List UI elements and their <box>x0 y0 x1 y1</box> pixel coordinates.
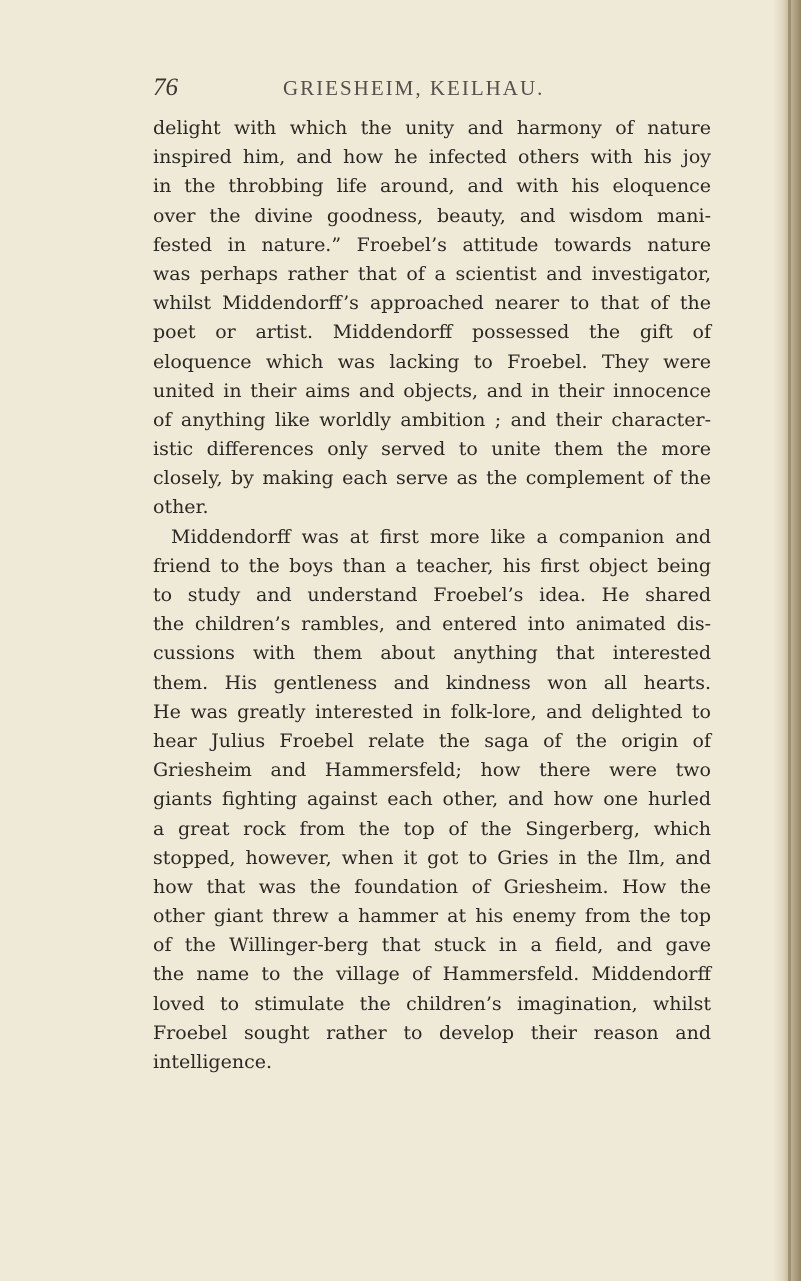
text-line: other. <box>153 496 209 519</box>
text-line: giants fighting against each other, and how one hurled <box>153 788 711 811</box>
text-line: Froebel sought rather to develop their reason and <box>153 1021 711 1044</box>
text-line: eloquence which was lacking to Froebel. They were <box>153 350 711 373</box>
text-line: intelligence. <box>153 1051 272 1073</box>
text-line: stopped, however, when it got to Gries in the Ilm, and <box>153 846 711 869</box>
text-line: delight with which the unity and harmony of nature <box>153 117 711 139</box>
text-line: istic differences only served to unite them the more <box>153 438 711 461</box>
text-line: whilst Middendorff’s approached nearer to that of the <box>153 292 711 315</box>
running-title: GRIESHEIM, KEILHAU. <box>283 76 545 100</box>
page-header <box>153 74 753 110</box>
text-line: poet or artist. Middendorff possessed the gift of <box>153 321 711 344</box>
page-edge-shadow <box>773 0 801 1281</box>
page-number: 76 <box>153 74 178 101</box>
text-line: over the divine goodness, beauty, and wisdom mani- <box>153 204 711 227</box>
text-line: other giant threw a hammer at his enemy from the top <box>153 905 711 928</box>
text-line: hear Julius Froebel relate the saga of the origin of <box>153 729 711 752</box>
text-line: the name to the village of Hammersfeld. Middendorff <box>153 963 711 986</box>
text-line: to study and understand Froebel’s idea. He shared <box>153 584 711 606</box>
text-line: closely, by making each serve as the complement of the <box>153 467 711 490</box>
text-line: He was greatly interested in folk-lore, and delighted to <box>153 700 711 723</box>
body-text <box>153 114 711 1077</box>
text-line: fested in nature.” Froebel’s attitude towards nature <box>153 233 711 256</box>
text-line: loved to stimulate the children’s imagination, whilst <box>153 992 711 1015</box>
text-line: in the throbbing life around, and with his eloquence <box>153 175 711 198</box>
text-line: united in their aims and objects, and in their innocence <box>153 379 711 402</box>
page-edge-line <box>788 0 791 1281</box>
text-line: a great rock from the top of the Singerberg, which <box>153 817 711 840</box>
text-line: of the Willinger-berg that stuck in a field, and gave <box>153 934 711 957</box>
text-line: of anything like worldly ambition ; and their character- <box>153 408 711 431</box>
text-line: Griesheim and Hammersfeld; how there were two <box>153 759 711 782</box>
text-line: cussions with them about anything that interested <box>153 642 711 665</box>
text-line: them. His gentleness and kindness won all hearts. <box>153 671 711 694</box>
text-line: friend to the boys than a teacher, his first object being <box>153 554 711 577</box>
text-line: the children’s rambles, and entered into animated dis- <box>153 613 711 636</box>
text-line: Middendorff was at first more like a companion and <box>171 525 711 548</box>
text-line: inspired him, and how he infected others with his joy <box>153 146 711 169</box>
text-line: was perhaps rather that of a scientist and investigator, <box>153 262 711 285</box>
text-line: how that was the foundation of Griesheim. How the <box>153 875 711 898</box>
